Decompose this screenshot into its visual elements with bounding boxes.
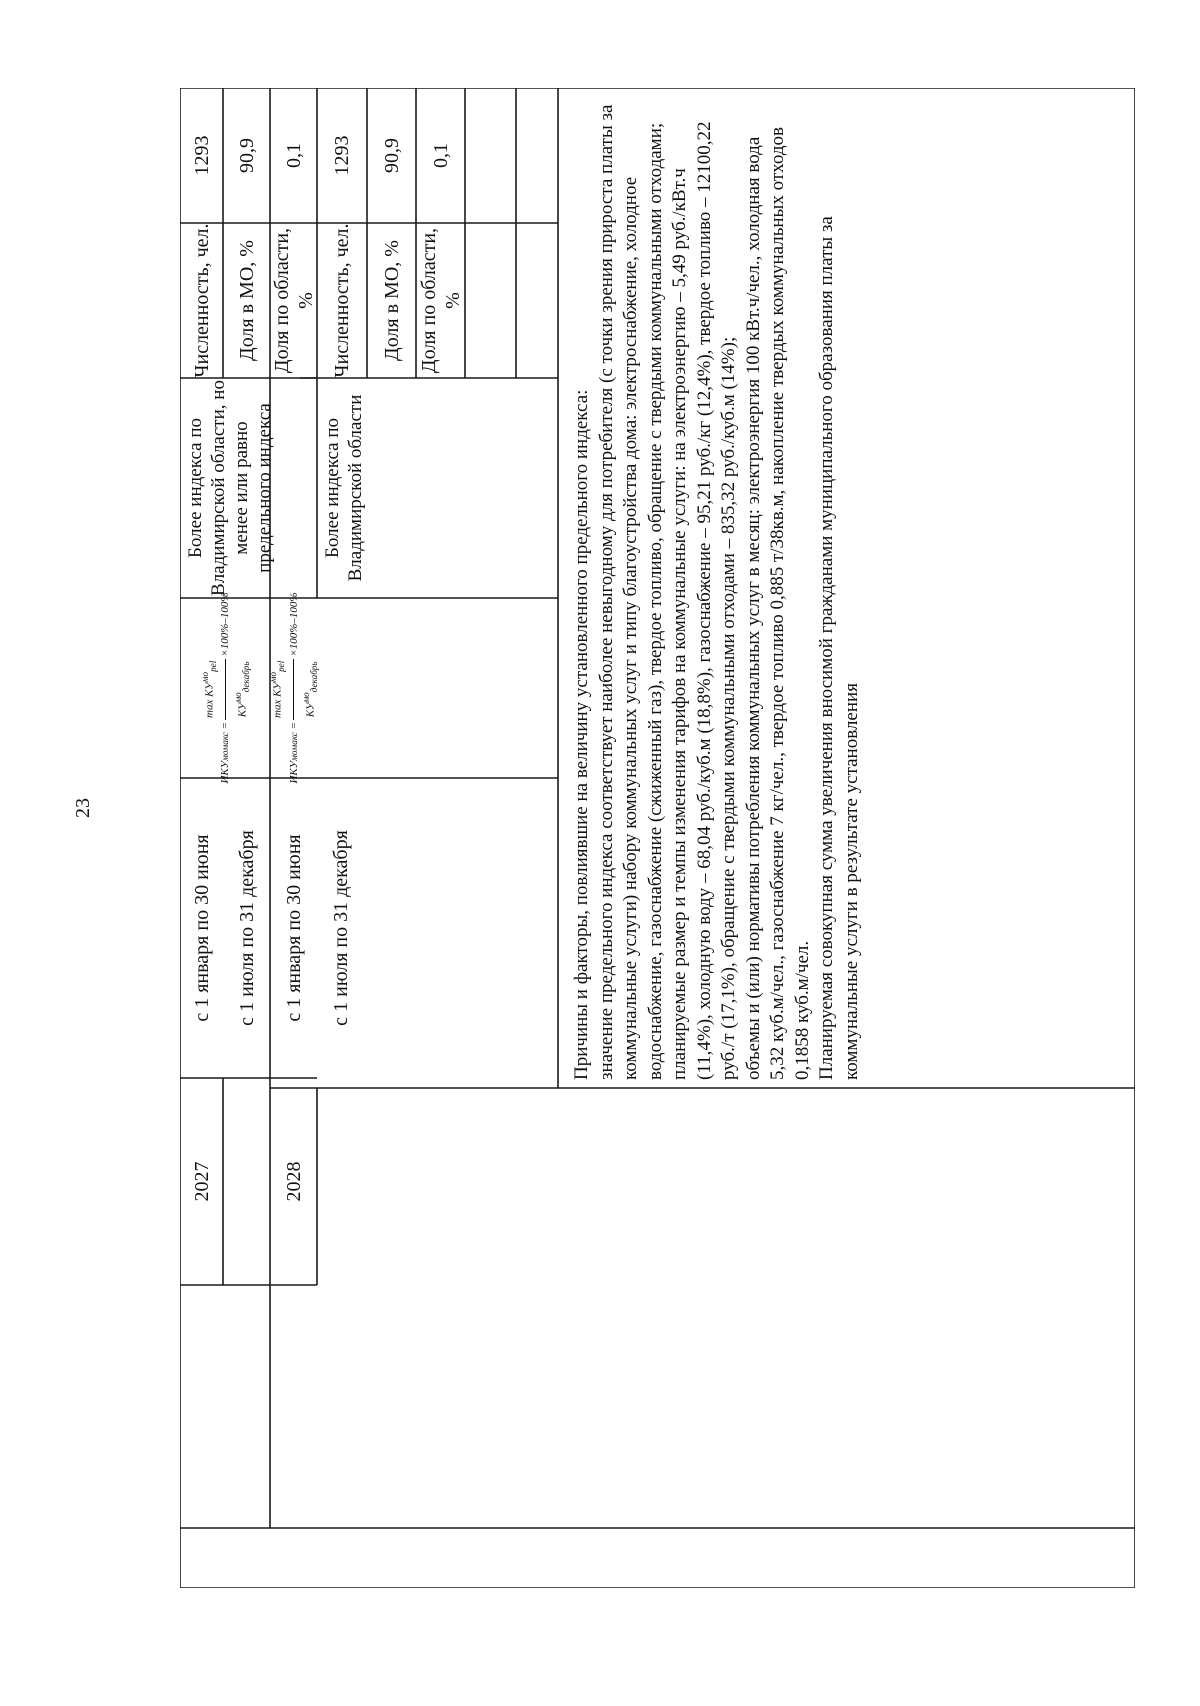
value-population-2028: 1293 (331, 135, 353, 176)
factors-paragraph: планируемые размер и темпы изменения тарифов на коммунальные услуги: на электроэнергию – 5,49 руб./кВт.ч (11,4%), холодную воду – 68,04 руб./куб.м (18,8%), газоснабжение – 95,21 руб./кг (12,4%), твердое топливо – 12100,22 руб./т (17,1%), обращение с твердыми коммунальными отходами – 835,32 руб./куб.м (14%); (669, 121, 739, 1080)
indicator-share-region-2027: Доля по области, % (270, 227, 317, 374)
factors-paragraph: Планируемая совокупная сумма увеличения вносимой гражданами муниципального образования платы за коммунальные услуги в результате установления (816, 216, 862, 1080)
value-share-mo-2028: 90,9 (380, 138, 403, 173)
indicator-population-2028: Численность, чел. (331, 223, 353, 378)
factors-paragraph: значение предельного индекса соответствует наиболее невыгодному для потребителя (с точки зрения прироста платы за коммунальные услуги) набору коммунальных услуг и типу благоустройства дома: электроснабжение, холодное водоснабжение, газоснабжение (сжиженный газ), твердое топливо, обращение с твердыми коммунальными отходами; (595, 104, 666, 1080)
value-share-mo-2027: 90,9 (235, 138, 258, 173)
formula-2028: ИКУ мо макс = $\max КУ^{мо}_{реl}$ $КУ^{мо}_{декабрь}$ ×100%–100% (270, 598, 317, 778)
year-2027: 2027 (190, 1161, 213, 1202)
category-between-indexes: Более индекса по Владимирской области, но менее или равно предельного индекса (185, 380, 275, 596)
factors-paragraph: Причины и факторы, повлиявшие на величину установленного предельного индекса: (571, 389, 592, 1080)
indicator-share-region-2028: Доля по области, % (417, 227, 464, 374)
period-2028-h1: с 1 января по 30 июня (282, 834, 305, 1022)
page-number: 23 (72, 798, 94, 818)
value-share-region-2028: 0,1 (429, 143, 452, 168)
factors-paragraph: объемы и (или) нормативы потребления коммунальных услуг в месяц: электроэнергия 100 кВт.ч/чел., холодная вода 5,32 куб.м/чел., газоснабжение 7 кг/чел., твердое топливо 0,885 т/38кв.м, накопление твердых коммунальных отходов 0,1858 куб.м/чел. (742, 127, 813, 1080)
factors-text (558, 98, 1135, 1088)
value-share-region-2027: 0,1 (282, 143, 305, 168)
period-2027-h2: с 1 июля по 31 декабря (235, 830, 258, 1026)
period-2028-h2: с 1 июля по 31 декабря (329, 830, 352, 1026)
year-2028: 2028 (282, 1161, 305, 1202)
value-population-2027: 1293 (190, 135, 213, 176)
indicator-population-2027: Численность, чел. (190, 223, 213, 378)
period-2027-h1: с 1 января по 30 июня (190, 834, 213, 1022)
indicator-share-mo-2028: Доля в МО, % (380, 240, 403, 361)
category-above-regional-index: Более индекса по Владимирской области (322, 394, 366, 582)
indicator-share-mo-2027: Доля в МО, % (235, 240, 258, 361)
formula-2027: ИКУ мо макс = $\max КУ^{мо}_{реl}$ $КУ^{мо}_{декабрь}$ ×100%–100% (180, 598, 270, 778)
rotated-table (180, 88, 1135, 1588)
